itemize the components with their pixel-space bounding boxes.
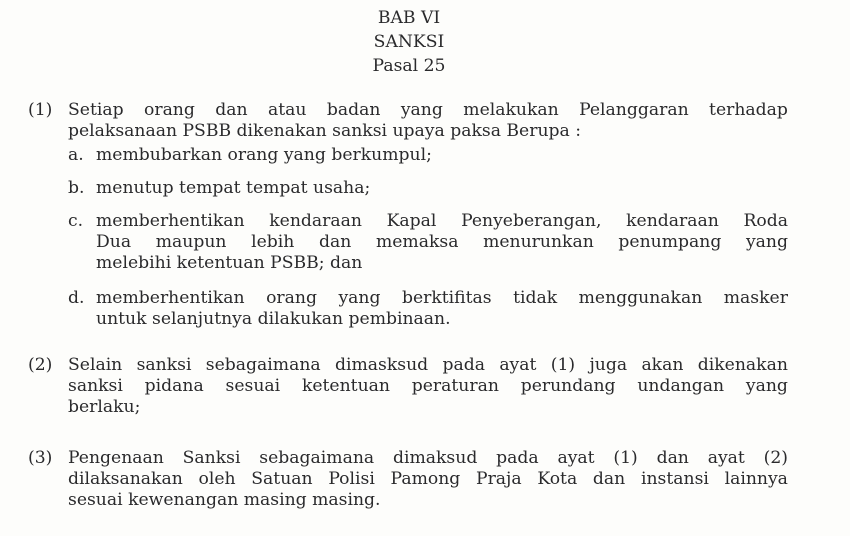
word: pada	[442, 355, 485, 375]
word: Sanksi	[182, 448, 241, 468]
word: tidak	[513, 288, 558, 308]
word: sesuai	[225, 376, 281, 396]
word: Roda	[743, 211, 788, 231]
word: undangan	[637, 376, 725, 396]
chapter-heading: BAB VI	[377, 8, 441, 28]
word: oleh	[198, 469, 236, 489]
word: kendaraan	[626, 211, 719, 231]
text-line	[96, 211, 788, 232]
list-letter: d.	[68, 288, 85, 308]
word: (2)	[763, 448, 788, 468]
word: Dua	[96, 232, 132, 252]
list-letter: b.	[68, 178, 85, 198]
word: badan	[326, 100, 381, 120]
word: sanksi	[136, 355, 192, 375]
word: (1)	[613, 448, 638, 468]
text-line	[68, 469, 788, 490]
word: dan	[592, 469, 626, 489]
list-text	[96, 211, 788, 274]
word: memaksa	[375, 232, 459, 252]
word: lebih	[251, 232, 295, 252]
list-text	[96, 288, 788, 330]
word: yang	[745, 376, 788, 396]
word: juga	[589, 355, 628, 375]
word: melakukan	[463, 100, 559, 120]
word: memberhentikan	[96, 288, 245, 308]
word: sebagaimana	[205, 355, 321, 375]
text-line	[96, 288, 788, 309]
word: ayat	[707, 448, 745, 468]
word: yang	[338, 288, 381, 308]
text-line: melebihi ketentuan PSBB; dan	[96, 253, 363, 273]
word: Polisi	[328, 469, 375, 489]
text-line	[96, 232, 788, 253]
paragraph-text	[68, 355, 788, 418]
word: ketentuan	[301, 376, 390, 396]
word: Setiap	[68, 100, 124, 120]
word: dikenakan	[697, 355, 788, 375]
text-line: pelaksanaan PSBB dikenakan sanksi upaya paksa Berupa :	[68, 121, 582, 141]
paragraph-number: (3)	[28, 448, 53, 468]
word: perundang	[520, 376, 616, 396]
word: yang	[400, 100, 443, 120]
word: Praja	[476, 469, 522, 489]
word: (1)	[550, 355, 576, 375]
text-line	[68, 100, 788, 121]
word: penumpang	[618, 232, 722, 252]
word: kendaraan	[269, 211, 362, 231]
list-text	[96, 178, 788, 199]
word: orang	[266, 288, 317, 308]
word: memberhentikan	[96, 211, 245, 231]
paragraph-number: (1)	[28, 100, 53, 120]
text-line: menutup tempat tempat usaha;	[96, 178, 371, 198]
word: ayat	[499, 355, 537, 375]
word: Kota	[537, 469, 578, 489]
word: dilaksanakan	[68, 469, 183, 489]
word: dan	[656, 448, 689, 468]
text-line: sesuai kewenangan masing masing.	[68, 490, 381, 510]
word: Pengenaan	[68, 448, 164, 468]
word: Pelanggaran	[579, 100, 689, 120]
word: terhadap	[709, 100, 788, 120]
word: Pamong	[390, 469, 461, 489]
word: atau	[268, 100, 307, 120]
word: Selain	[68, 355, 123, 375]
word: ayat	[557, 448, 595, 468]
word: lainnya	[724, 469, 788, 489]
word: berktifitas	[401, 288, 492, 308]
text-line: membubarkan orang yang berkumpul;	[96, 145, 432, 165]
word: maupun	[155, 232, 227, 252]
word: orang	[144, 100, 195, 120]
paragraph-text	[68, 100, 788, 142]
word: peraturan	[411, 376, 499, 396]
word: dimaksud	[392, 448, 478, 468]
word: akan	[641, 355, 684, 375]
word: menggunakan	[578, 288, 703, 308]
word: dimasksud	[334, 355, 429, 375]
word: yang	[745, 232, 788, 252]
text-line: untuk selanjutnya dilakukan pembinaan.	[96, 309, 451, 329]
article-heading: Pasal 25	[372, 56, 446, 76]
word: Kapal	[386, 211, 437, 231]
text-line	[68, 448, 788, 469]
list-text	[96, 145, 788, 166]
word: dan	[319, 232, 352, 252]
word: Satuan	[251, 469, 313, 489]
paragraph-number: (2)	[28, 355, 53, 375]
word: Penyeberangan,	[461, 211, 602, 231]
list-letter: a.	[68, 145, 84, 165]
word: masker	[723, 288, 788, 308]
word: pada	[496, 448, 539, 468]
text-line: berlaku;	[68, 397, 141, 417]
paragraph-text	[68, 448, 788, 511]
word: dan	[215, 100, 248, 120]
text-line	[68, 376, 788, 397]
text-line	[68, 355, 788, 376]
chapter-title: SANKSI	[373, 32, 445, 52]
list-letter: c.	[68, 211, 84, 231]
word: sebagaimana	[259, 448, 375, 468]
word: pidana	[144, 376, 204, 396]
word: menurunkan	[483, 232, 594, 252]
word: sanksi	[68, 376, 123, 396]
word: instansi	[640, 469, 709, 489]
